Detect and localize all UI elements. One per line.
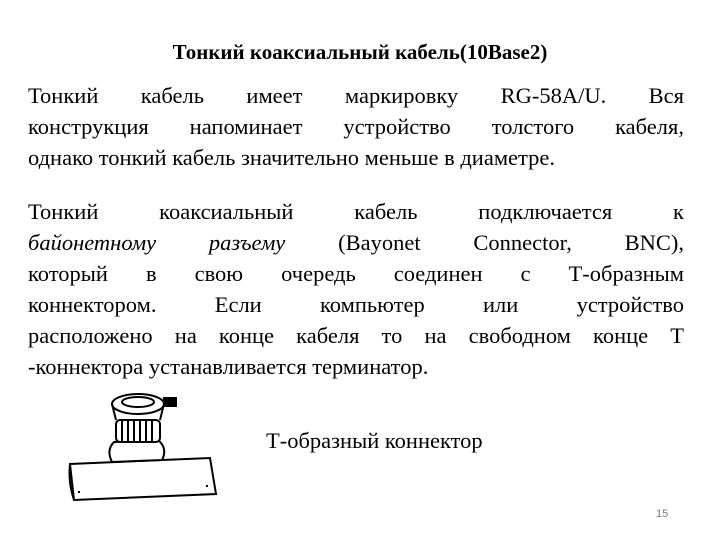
- text-line: -коннектора устанавливается терминатор.: [28, 354, 429, 379]
- t-connector-icon: [66, 384, 226, 508]
- paragraph-bnc-connection: [28, 196, 684, 382]
- text-line: конструкция напоминает устройство толстого кабеля,: [28, 114, 684, 139]
- figure-caption: Т-образный коннектор: [266, 428, 483, 453]
- text-line: расположено на конце кабеля то на свободном конце Т: [28, 323, 684, 348]
- text-line: коннектором. Если компьютер или устройство: [28, 292, 684, 317]
- text-line: [28, 227, 684, 258]
- text-line: который в свою очередь соединен с Т-образным: [28, 261, 684, 286]
- paragraph-cable-marking: [28, 80, 684, 173]
- text-line: Тонкий кабель имеет маркировку RG-58A/U. Вся: [28, 83, 684, 108]
- slide-title: Тонкий коаксиальный кабель(10Base2): [172, 40, 548, 64]
- text-fragment: (Bayonet Connector, BNC),: [285, 230, 684, 255]
- text-line: Тонкий коаксиальный кабель подключается к: [28, 199, 684, 224]
- page-number: 15: [656, 508, 669, 520]
- text-line: однако тонкий кабель значительно меньше в диаметре.: [28, 145, 556, 170]
- italic-term-bnc: байонетному разъему: [28, 230, 286, 255]
